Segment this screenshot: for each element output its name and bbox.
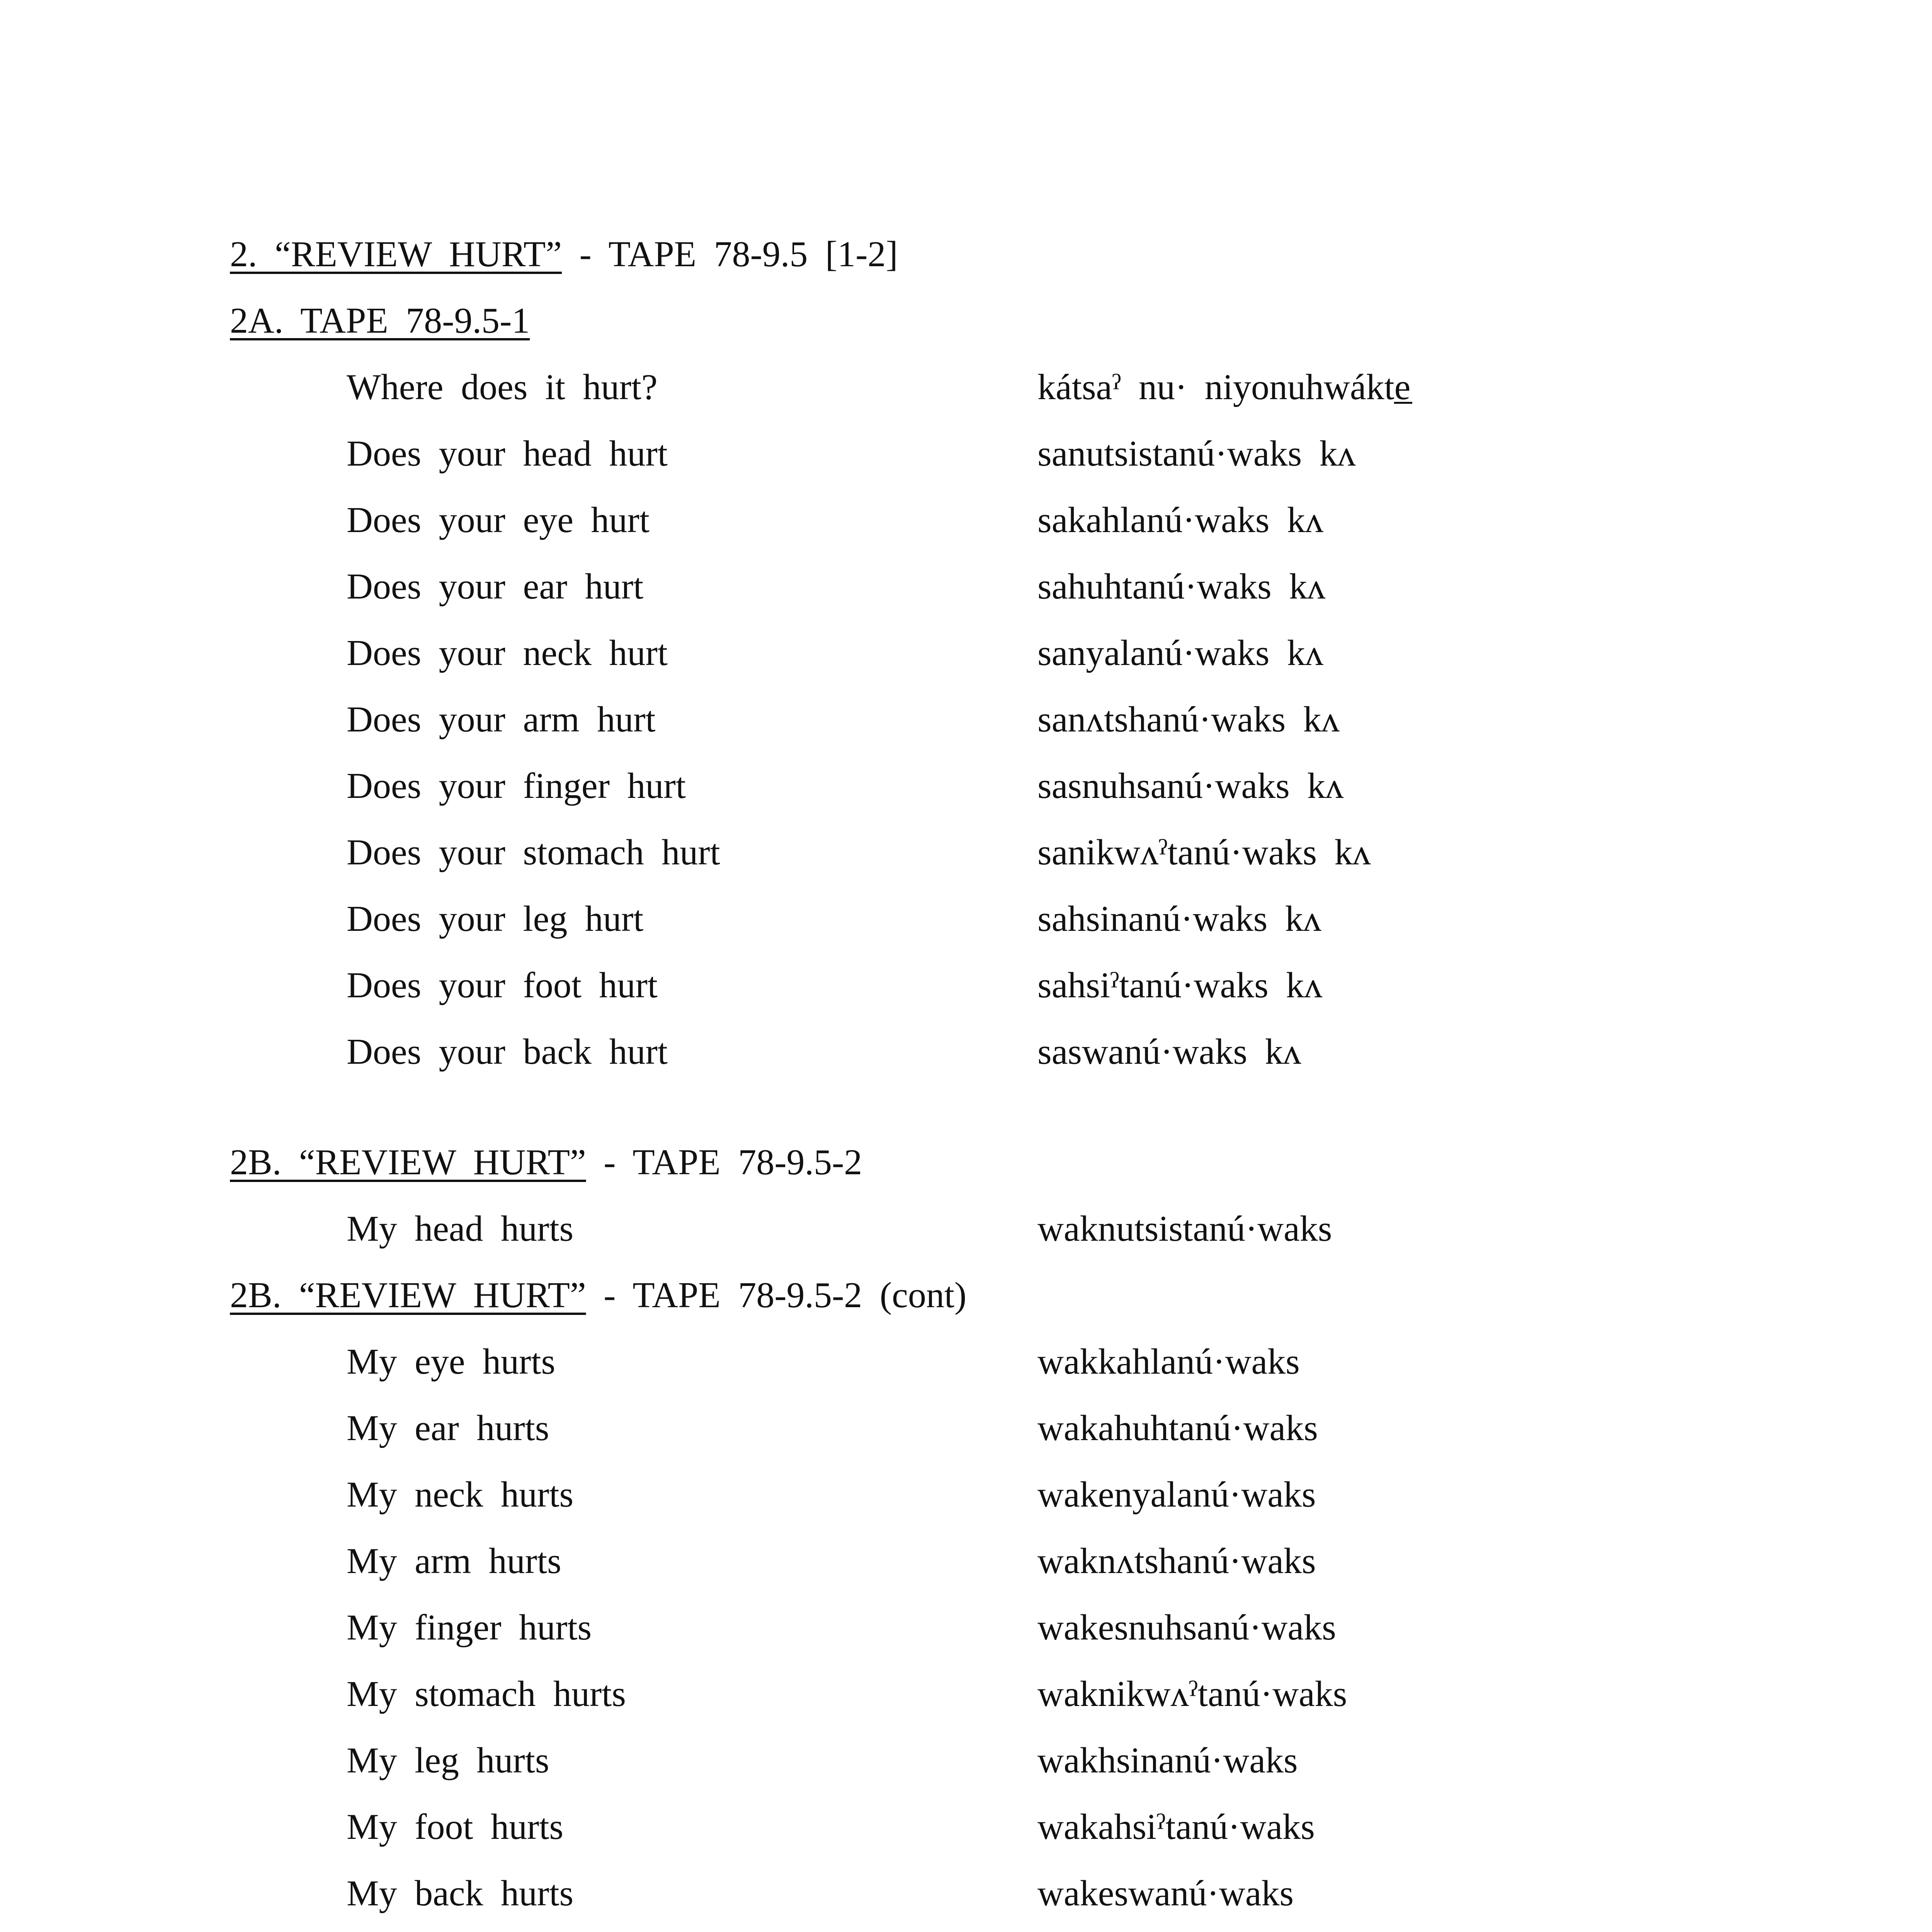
phrase-mohawk: wakeswanú·waks <box>1037 1873 1294 1913</box>
phrase-english: My leg hurts <box>347 1740 549 1781</box>
section-2b-heading-title: 2B. “REVIEW HURT” <box>230 1142 586 1182</box>
phrase-mohawk: waknutsistanú·waks <box>1037 1209 1332 1249</box>
section-2a-heading-title: 2A. TAPE 78-9.5-1 <box>230 301 530 341</box>
section-2-heading-title: 2. “REVIEW HURT” <box>230 234 562 274</box>
phrase-mohawk: waknʌtshanú·waks <box>1037 1541 1316 1581</box>
phrase-mohawk: wakkahlanú·waks <box>1037 1342 1300 1382</box>
section-2b-heading-tape: - TAPE 78-9.5-2 <box>586 1142 862 1182</box>
phrase-mohawk: sanyalanú·waks kʌ <box>1037 633 1323 673</box>
section-2b-cont-heading-tape: - TAPE 78-9.5-2 (cont) <box>586 1275 967 1315</box>
phrase-english: My finger hurts <box>347 1607 592 1648</box>
phrase-mohawk: sanikwʌˀtanú·waks kʌ <box>1037 832 1371 872</box>
section-2b-cont-heading <box>230 1272 966 1318</box>
phrase-mohawk: waknikwʌˀtanú·waks <box>1037 1674 1347 1714</box>
section-2-heading <box>230 231 898 277</box>
phrase-mohawk: sakahlanú·waks kʌ <box>1037 500 1323 540</box>
phrase-english: Where does it hurt? <box>347 367 658 407</box>
phrase-mohawk: wakhsinanú·waks <box>1037 1740 1298 1781</box>
phrase-mohawk: sahsiˀtanú·waks kʌ <box>1037 965 1323 1005</box>
phrase-english: Does your neck hurt <box>347 633 668 673</box>
phrase-english: My eye hurts <box>347 1342 556 1382</box>
phrase-mohawk: sanutsistanú·waks kʌ <box>1037 434 1356 474</box>
phrase-english: Does your back hurt <box>347 1032 668 1072</box>
section-2-heading-tape: - TAPE 78-9.5 [1-2] <box>561 234 898 274</box>
phrase-english: My ear hurts <box>347 1408 549 1448</box>
phrase-english: My arm hurts <box>347 1541 561 1581</box>
phrase-english: Does your ear hurt <box>347 566 644 607</box>
phrase-mohawk: kátsaˀ nu· niyonuhwákte̲ <box>1037 367 1411 407</box>
phrase-english: Does your foot hurt <box>347 965 658 1005</box>
section-2b-heading <box>230 1139 862 1185</box>
phrase-mohawk: saswanú·waks kʌ <box>1037 1032 1301 1072</box>
phrase-english: My neck hurts <box>347 1475 574 1515</box>
phrase-mohawk: wakahsiˀtanú·waks <box>1037 1807 1315 1847</box>
phrase-english: My back hurts <box>347 1873 574 1913</box>
section-2a-heading <box>230 298 530 344</box>
phrase-mohawk: sahuhtanú·waks kʌ <box>1037 566 1326 607</box>
phrase-mohawk: wakenyalanú·waks <box>1037 1475 1316 1515</box>
phrase-english: My foot hurts <box>347 1807 563 1847</box>
phrase-mohawk: sanʌtshanú·waks kʌ <box>1037 699 1340 740</box>
phrase-mohawk: sahsinanú·waks kʌ <box>1037 899 1321 939</box>
phrase-english: Does your eye hurt <box>347 500 650 540</box>
phrase-english: Does your head hurt <box>347 434 668 474</box>
phrase-mohawk: wakesnuhsanú·waks <box>1037 1607 1336 1648</box>
phrase-english: Does your arm hurt <box>347 699 656 740</box>
phrase-mohawk: wakahuhtanú·waks <box>1037 1408 1318 1448</box>
section-2b-cont-heading-title: 2B. “REVIEW HURT” <box>230 1275 586 1315</box>
phrase-english: Does your finger hurt <box>347 766 686 806</box>
phrase-mohawk: sasnuhsanú·waks kʌ <box>1037 766 1344 806</box>
phrase-english: Does your leg hurt <box>347 899 644 939</box>
phrase-english: Does your stomach hurt <box>347 832 720 872</box>
phrase-english: My head hurts <box>347 1209 574 1249</box>
phrase-english: My stomach hurts <box>347 1674 626 1714</box>
